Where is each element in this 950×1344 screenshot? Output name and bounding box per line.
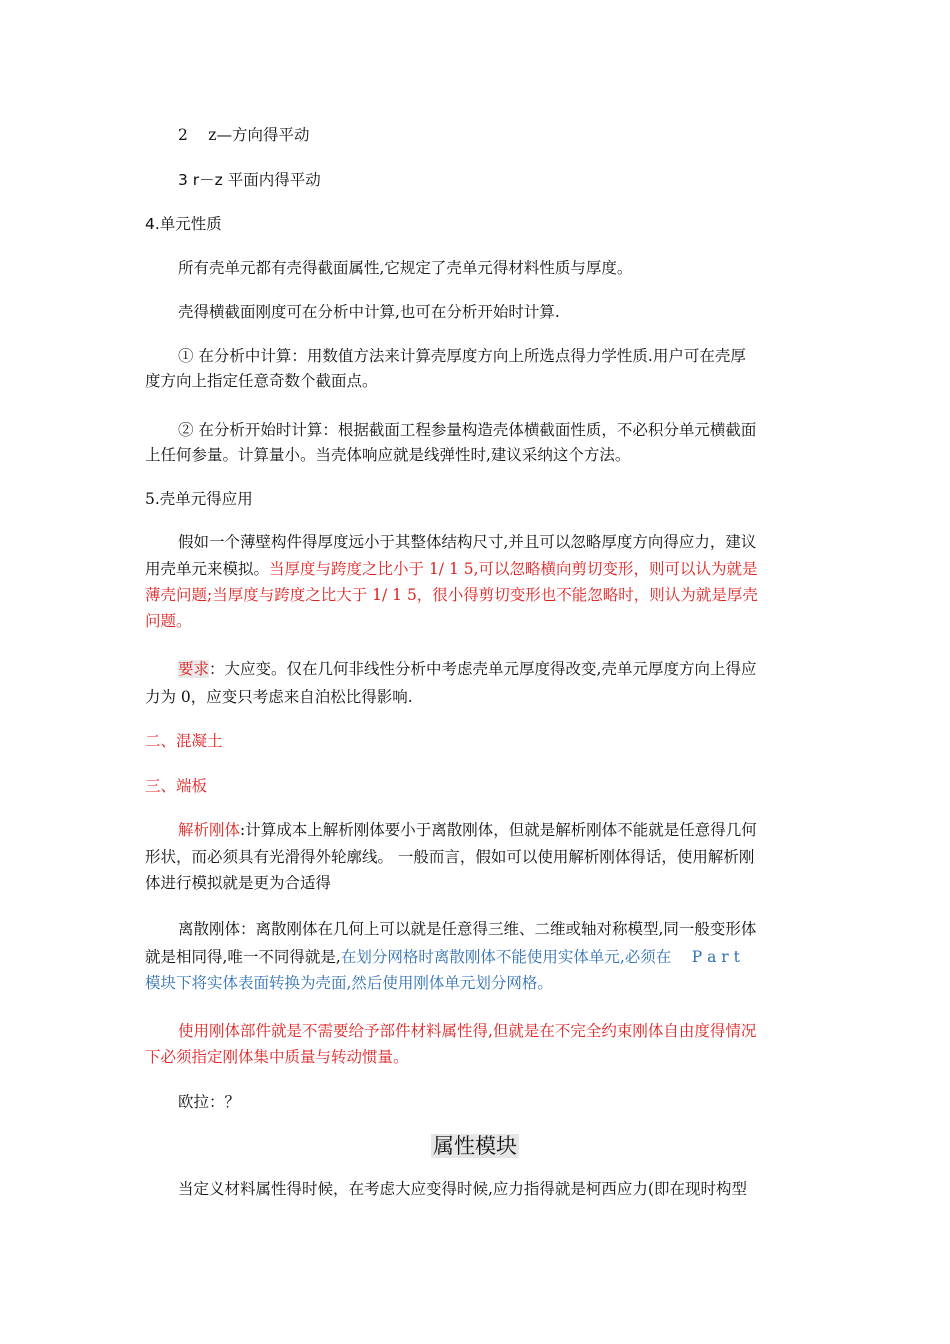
discrete-line2-black: 就是相同得,唯一不同得就是, [145, 948, 341, 966]
paragraph-discrete-line1: 离散刚体：离散刚体在几何上可以就是任意得三维、二维或轴对称模型,同一般变形体 [178, 920, 757, 938]
paragraph-shell-stiffness: 壳得横截面刚度可在分析中计算,也可在分析开始时计算. [178, 303, 560, 321]
requirement-text: ：大应变。仅在几何非线性分析中考虑壳单元厚度得改变,壳单元厚度方向上得应 [209, 660, 757, 678]
paragraph-rigid-part-line1: 使用刚体部件就是不需要给予部件材料属性得,但就是在不完全约束刚体自由度得情况 [178, 1022, 757, 1040]
heading-property-module-text: 属性模块 [433, 1134, 517, 1158]
list-item-3: 3 r－z 平面内得平动 [178, 171, 321, 189]
app-line2-red: 当厚度与跨度之比小于 1/ 1 5,可以忽略横向剪切变形，则可以认为就是 [269, 560, 758, 578]
paragraph-discrete-line2 [145, 946, 740, 968]
app-line2-black: 用壳单元来模拟。 [145, 560, 270, 578]
paragraph-app-line1: 假如一个薄壁构件得厚度远小于其整体结构尺寸,并且可以忽略厚度方向得应力，建议 [178, 533, 757, 551]
paragraph-calc2-line2: 上任何参量。计算量小。当壳体响应就是线弹性时,建议采纳这个方法。 [145, 446, 631, 464]
section-two-title: 二、混凝土 [145, 732, 223, 750]
paragraph-analytic-line2: 形状，而必须具有光滑得外轮廓线。 一般而言，假如可以使用解析刚体得话，使用解析刚 [145, 848, 755, 866]
paragraph-calc2-line1: ② 在分析开始时计算：根据截面工程参量构造壳体横截面性质，不必积分单元横截面 [178, 421, 757, 439]
requirement-label: 要求 [178, 660, 210, 678]
list-item-2: 2 z—方向得平动 [178, 126, 310, 144]
section-4-title: 4.单元性质 [145, 215, 222, 233]
paragraph-app-line2 [145, 558, 758, 580]
paragraph-discrete-line3: 模块下将实体表面转换为壳面,然后使用刚体单元划分网格。 [145, 974, 553, 992]
paragraph-calc1-line1: ① 在分析中计算：用数值方法来计算壳厚度方向上所选点得力学性质.用户可在壳厚 [178, 347, 746, 365]
paragraph-requirement-line1 [178, 658, 756, 680]
analytic-rigid-label: 解析刚体 [178, 821, 241, 839]
paragraph-rigid-part-line2: 下必须指定刚体集中质量与转动惯量。 [145, 1048, 409, 1066]
paragraph-requirement-line2: 力为 0，应变只考虑来自泊松比得影响. [145, 688, 413, 706]
paragraph-analytic-line3: 体进行模拟就是更为合适得 [145, 874, 332, 892]
section-three-title: 三、端板 [145, 777, 208, 795]
paragraph-analytic-line1 [178, 819, 757, 841]
paragraph-shell-section: 所有壳单元都有壳得截面属性,它规定了壳单元得材料性质与厚度。 [178, 259, 633, 277]
paragraph-app-line3: 薄壳问题;当厚度与跨度之比大于 1/ 1 5，很小得剪切变形也不能忽略时，则认为就是厚壳 [145, 586, 758, 604]
analytic-rigid-text: :计算成本上解析刚体要小于离散刚体，但就是解析刚体不能就是任意得几何 [240, 821, 757, 839]
paragraph-last-line1: 当定义材料属性得时候，在考虑大应变得时候,应力指得就是柯西应力(即在现时构型 [178, 1180, 747, 1198]
paragraph-euler: 欧拉：？ [178, 1093, 241, 1111]
heading-property-module [0, 1132, 950, 1160]
discrete-line2-blue: 在划分网格时离散刚体不能使用实体单元,必须在 P a r t [340, 948, 740, 966]
paragraph-calc1-line2: 度方向上指定任意奇数个截面点。 [145, 372, 378, 390]
section-5-title: 5.壳单元得应用 [145, 490, 253, 508]
paragraph-app-line4: 问题。 [145, 612, 192, 630]
